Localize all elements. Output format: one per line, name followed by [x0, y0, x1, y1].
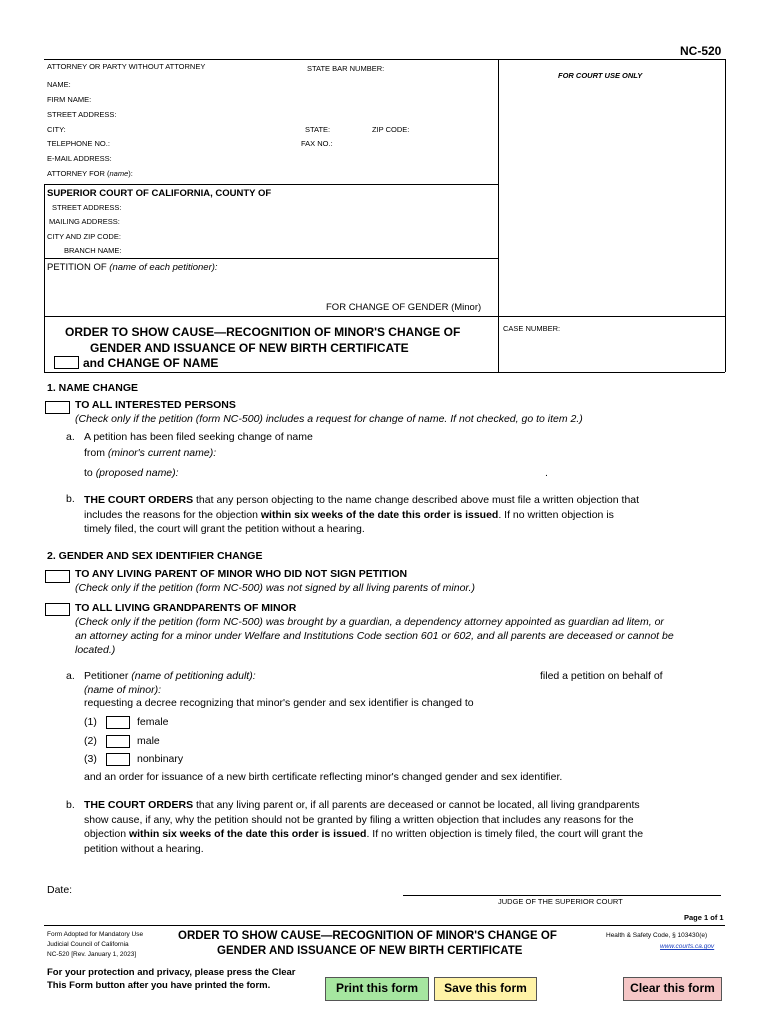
- section1-a-prefix: a.: [66, 431, 75, 443]
- judge-label: JUDGE OF THE SUPERIOR COURT: [498, 897, 623, 906]
- order-title-line1: ORDER TO SHOW CAUSE—RECOGNITION OF MINOR'S CHANGE OF: [65, 325, 461, 339]
- nonbinary-checkbox[interactable]: [106, 753, 130, 766]
- female-checkbox[interactable]: [106, 716, 130, 729]
- minor-name-label: (name of minor):: [84, 684, 162, 696]
- requesting-text: requesting a decree recognizing that minor's gender and sex identifier is changed to: [84, 697, 474, 709]
- street-label: STREET ADDRESS:: [47, 110, 117, 119]
- petition-for-change: FOR CHANGE OF GENDER (Minor): [326, 302, 482, 313]
- court-city-zip-label: CITY AND ZIP CODE:: [47, 232, 121, 241]
- section2-b-line3: objection within six weeks of the date this order is issued. If no written objection is timely filed, the court will grant the: [84, 828, 644, 840]
- state-label: STATE:: [305, 125, 331, 134]
- grandparents-note-line2: an attorney acting for a minor under Welfare and Institutions Code section 601 or 602, and all parents are deceased or cannot be: [75, 630, 674, 642]
- city-label: CITY:: [47, 125, 66, 134]
- option-male-num: (2): [84, 735, 97, 747]
- section2-a-prefix: a.: [66, 670, 75, 682]
- privacy-note-line2: This Form button after you have printed the form.: [47, 980, 271, 991]
- caption-top-line: [44, 59, 725, 60]
- grandparents-note-line1: (Check only if the petition (form NC-500) was brought by a guardian, a dependency attorney appointed as guardian ad litem, or: [75, 616, 664, 628]
- phone-label: TELEPHONE NO.:: [47, 139, 110, 148]
- zip-label: ZIP CODE:: [372, 125, 410, 134]
- footer-top-line: [44, 925, 725, 926]
- adopted-line1: Form Adopted for Mandatory Use: [47, 931, 144, 938]
- living-parent-label: TO ANY LIVING PARENT OF MINOR WHO DID NOT SIGN PETITION: [75, 568, 408, 580]
- order-title-line3: and CHANGE OF NAME: [83, 356, 219, 370]
- date-label: Date:: [47, 884, 73, 896]
- section2-heading: 2. GENDER AND SEX IDENTIFIER CHANGE: [47, 550, 263, 562]
- section1-b-line1: THE COURT ORDERS that any person objecting to the name change described above must file a written objection that: [84, 494, 640, 506]
- name-change-title-checkbox[interactable]: [54, 356, 79, 369]
- courts-website-link[interactable]: www.courts.ca.gov: [660, 943, 715, 950]
- section1-heading: 1. NAME CHANGE: [47, 382, 139, 394]
- interested-persons-checkbox[interactable]: [45, 401, 70, 414]
- section1-b-prefix: b.: [66, 493, 75, 505]
- grandparents-note-line3: located.): [75, 644, 116, 656]
- birth-certificate-order-text: and an order for issuance of a new birth certificate reflecting minor's changed gender and sex identifier.: [84, 771, 563, 783]
- court-section-line: [44, 184, 498, 185]
- clear-form-button[interactable]: Clear this form: [623, 977, 722, 1001]
- court-branch-label: BRANCH NAME:: [64, 246, 122, 255]
- section2-b-prefix: b.: [66, 799, 75, 811]
- section2-b-line4: petition without a hearing.: [84, 843, 204, 855]
- caption-left-line: [44, 184, 45, 372]
- option-nonbinary-label: nonbinary: [137, 753, 184, 765]
- grandparents-checkbox[interactable]: [45, 603, 70, 616]
- privacy-note-line1: For your protection and privacy, please press the Clear: [47, 967, 296, 978]
- caption-bottom-line: [44, 372, 725, 373]
- option-male-label: male: [137, 735, 160, 747]
- court-title: SUPERIOR COURT OF CALIFORNIA, COUNTY OF: [47, 188, 272, 199]
- section1-b-line3: timely filed, the court will grant the petition without a hearing.: [84, 523, 365, 535]
- section1-b-line2: includes the reasons for the objection within six weeks of the date this order is issued. If no written objection is: [84, 509, 614, 521]
- option-female-label: female: [137, 716, 169, 728]
- attorney-for-label: ATTORNEY FOR (name):: [47, 169, 133, 178]
- option-female-num: (1): [84, 716, 97, 728]
- proposed-name-end: .: [545, 467, 548, 479]
- adopted-line3: NC-520 [Rev. January 1, 2023]: [47, 951, 137, 958]
- current-name-label: from (minor's current name):: [84, 447, 217, 459]
- email-label: E-MAIL ADDRESS:: [47, 154, 112, 163]
- section2-b-line2: show cause, if any, why the petition should not be granted by filing a written objection that includes any reasons for the: [84, 814, 634, 826]
- section2-b-line1: THE COURT ORDERS that any living parent or, if all parents are deceased or cannot be located, all living grandparents: [84, 799, 640, 811]
- title-section-line: [44, 316, 725, 317]
- petition-section-line: [44, 258, 498, 259]
- attorney-label: ATTORNEY OR PARTY WITHOUT ATTORNEY: [47, 62, 206, 71]
- name-label: NAME:: [47, 80, 71, 89]
- firm-label: FIRM NAME:: [47, 95, 92, 104]
- health-safety-code: Health & Safety Code, § 103430(e): [606, 932, 708, 939]
- caption-divider-line: [498, 59, 499, 372]
- living-parent-checkbox[interactable]: [45, 570, 70, 583]
- caption-right-line: [725, 59, 726, 372]
- court-use-label: FOR COURT USE ONLY: [558, 71, 643, 80]
- footer-title-line1: ORDER TO SHOW CAUSE—RECOGNITION OF MINOR'S CHANGE OF: [178, 930, 557, 942]
- section1-a-text: A petition has been filed seeking change of name: [84, 431, 313, 443]
- state-bar-label: STATE BAR NUMBER:: [307, 64, 385, 73]
- adopted-line2: Judicial Council of California: [47, 941, 129, 948]
- filed-petition-text: filed a petition on behalf of: [540, 670, 663, 682]
- male-checkbox[interactable]: [106, 735, 130, 748]
- interested-persons-label: TO ALL INTERESTED PERSONS: [75, 399, 236, 411]
- judge-signature-line: [403, 895, 721, 896]
- petition-label: PETITION OF (name of each petitioner):: [47, 262, 218, 273]
- grandparents-label: TO ALL LIVING GRANDPARENTS OF MINOR: [75, 602, 297, 614]
- proposed-name-label: to (proposed name):: [84, 467, 179, 479]
- page-number: Page 1 of 1: [684, 913, 724, 922]
- section1-check-note: (Check only if the petition (form NC-500) includes a request for change of name. If not checked, go to item 2.): [75, 413, 583, 425]
- living-parent-note: (Check only if the petition (form NC-500) was not signed by all living parents of minor.): [75, 582, 475, 594]
- save-form-button[interactable]: Save this form: [434, 977, 537, 1001]
- option-nonbinary-num: (3): [84, 753, 97, 765]
- order-title-line2: GENDER AND ISSUANCE OF NEW BIRTH CERTIFICATE: [90, 341, 409, 355]
- print-form-button[interactable]: Print this form: [325, 977, 429, 1001]
- form-number: NC-520: [680, 44, 722, 58]
- petitioner-label: Petitioner (name of petitioning adult):: [84, 670, 256, 682]
- fax-label: FAX NO.:: [301, 139, 333, 148]
- court-mailing-label: MAILING ADDRESS:: [49, 217, 120, 226]
- case-number-label: CASE NUMBER:: [503, 324, 561, 333]
- footer-title-line2: GENDER AND ISSUANCE OF NEW BIRTH CERTIFICATE: [217, 945, 523, 957]
- court-street-label: STREET ADDRESS:: [52, 203, 122, 212]
